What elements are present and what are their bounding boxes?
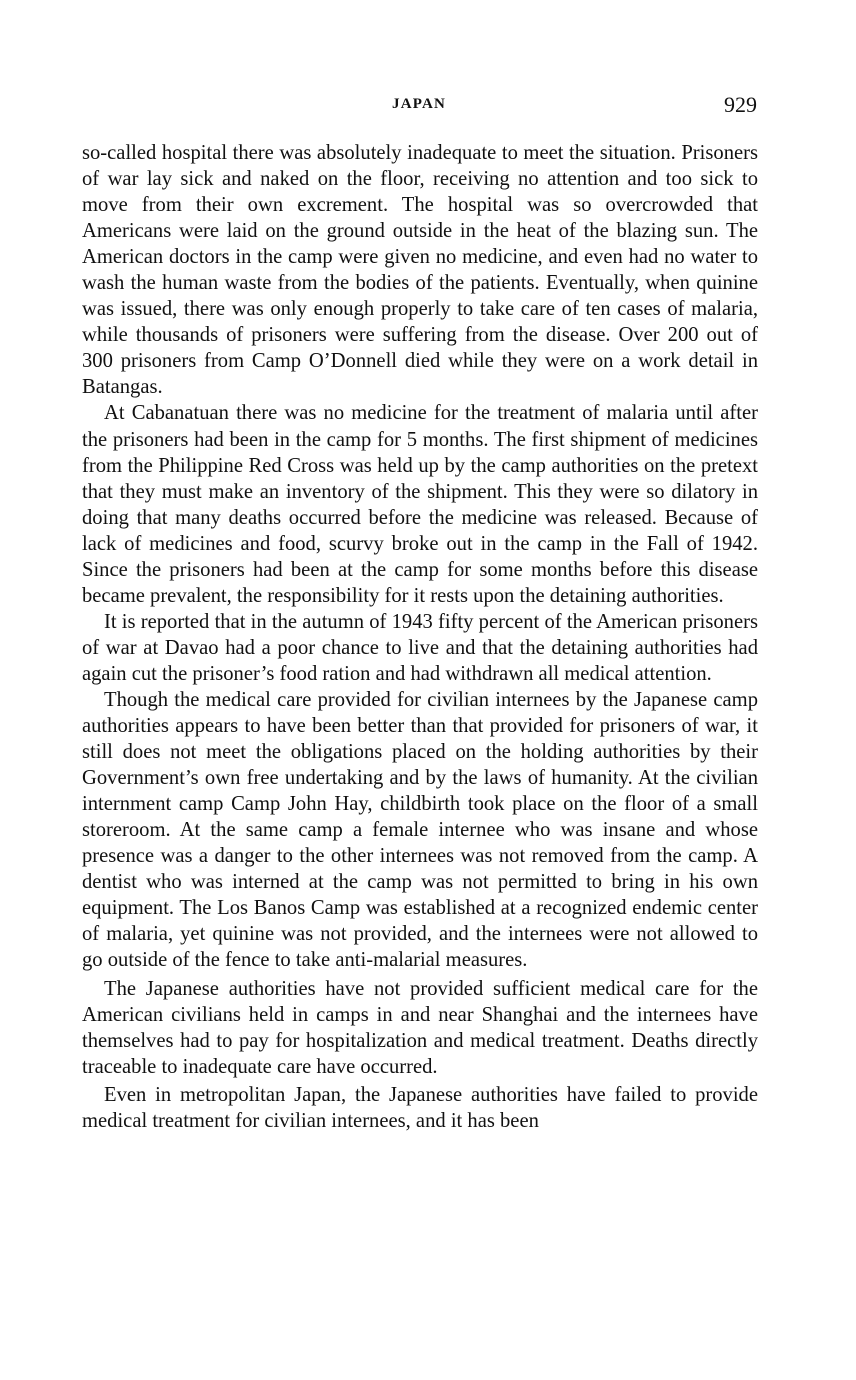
paragraph-6: Even in metropolitan Japan, the Japanese authorities have failed to provide medical treatment for civilian internees, and it has been [82,1083,758,1132]
running-head [0,92,856,124]
paragraph-5: The Japanese authorities have not provided sufficient medical care for the American civilians held in camps in and near Shanghai and the internees have themselves had to pay for hospitalization and medical treatment. Deaths directly traceable to inadequate care have occurred. [82,977,758,1078]
page-number: 929 [724,92,757,117]
body-text [82,140,758,1134]
running-title: JAPAN [392,96,447,112]
paragraph-1: so-called hospital there was absolutely inadequate to meet the situation. Prisoners of war lay sick and naked on the floor, receiving no attention and too sick to move from their own excrement. The hospital was so overcrowded that Americans were laid on the ground outside in the heat of the blazing sun. The American doctors in the camp were given no medicine, and even had no water to wash the human waste from the bodies of the patients. Eventually, when quinine was issued, there was only enough properly to take care of ten cases of malaria, while thousands of prisoners were suffering from the disease. Over 200 out of 300 prisoners from Camp O’Donnell died while they were on a work detail in Batangas. [82,142,758,399]
paragraph-3: It is reported that in the autumn of 1943 fifty percent of the American prisoners of war at Davao had a poor chance to live and that the detaining authorities had again cut the prisoner’s food ration and had withdrawn all medical attention. [82,610,758,685]
paragraph-4: Though the medical care provided for civilian internees by the Japanese camp authorities appears to have been better than that provided for prisoners of war, it still does not meet the obligations placed on the holding authorities by their Government’s own free undertaking and by the laws of humanity. At the civilian internment camp Camp John Hay, childbirth took place on the floor of a small storeroom. At the same camp a female internee who was insane and whose presence was a danger to the other internees was not removed from the camp. A dentist who was interned at the camp was not permitted to bring in his own equipment. The Los Banos Camp was established at a recognized endemic center of malaria, yet quinine was not provided, and the internees were not allowed to go outside of the fence to take anti-malarial measures. [82,688,758,972]
paragraph-2: At Cabanatuan there was no medicine for the treatment of malaria until after the prisoners had been in the camp for 5 months. The first shipment of medicines from the Philippine Red Cross was held up by the camp authorities on the pretext that they must make an inventory of the shipment. This they were so dilatory in doing that many deaths occurred before the medicine was released. Because of lack of medicines and food, scurvy broke out in the camp in the Fall of 1942. Since the prisoners had been at the camp for some months before this disease became prevalent, the responsibility for it rests upon the detaining authorities. [82,402,758,607]
